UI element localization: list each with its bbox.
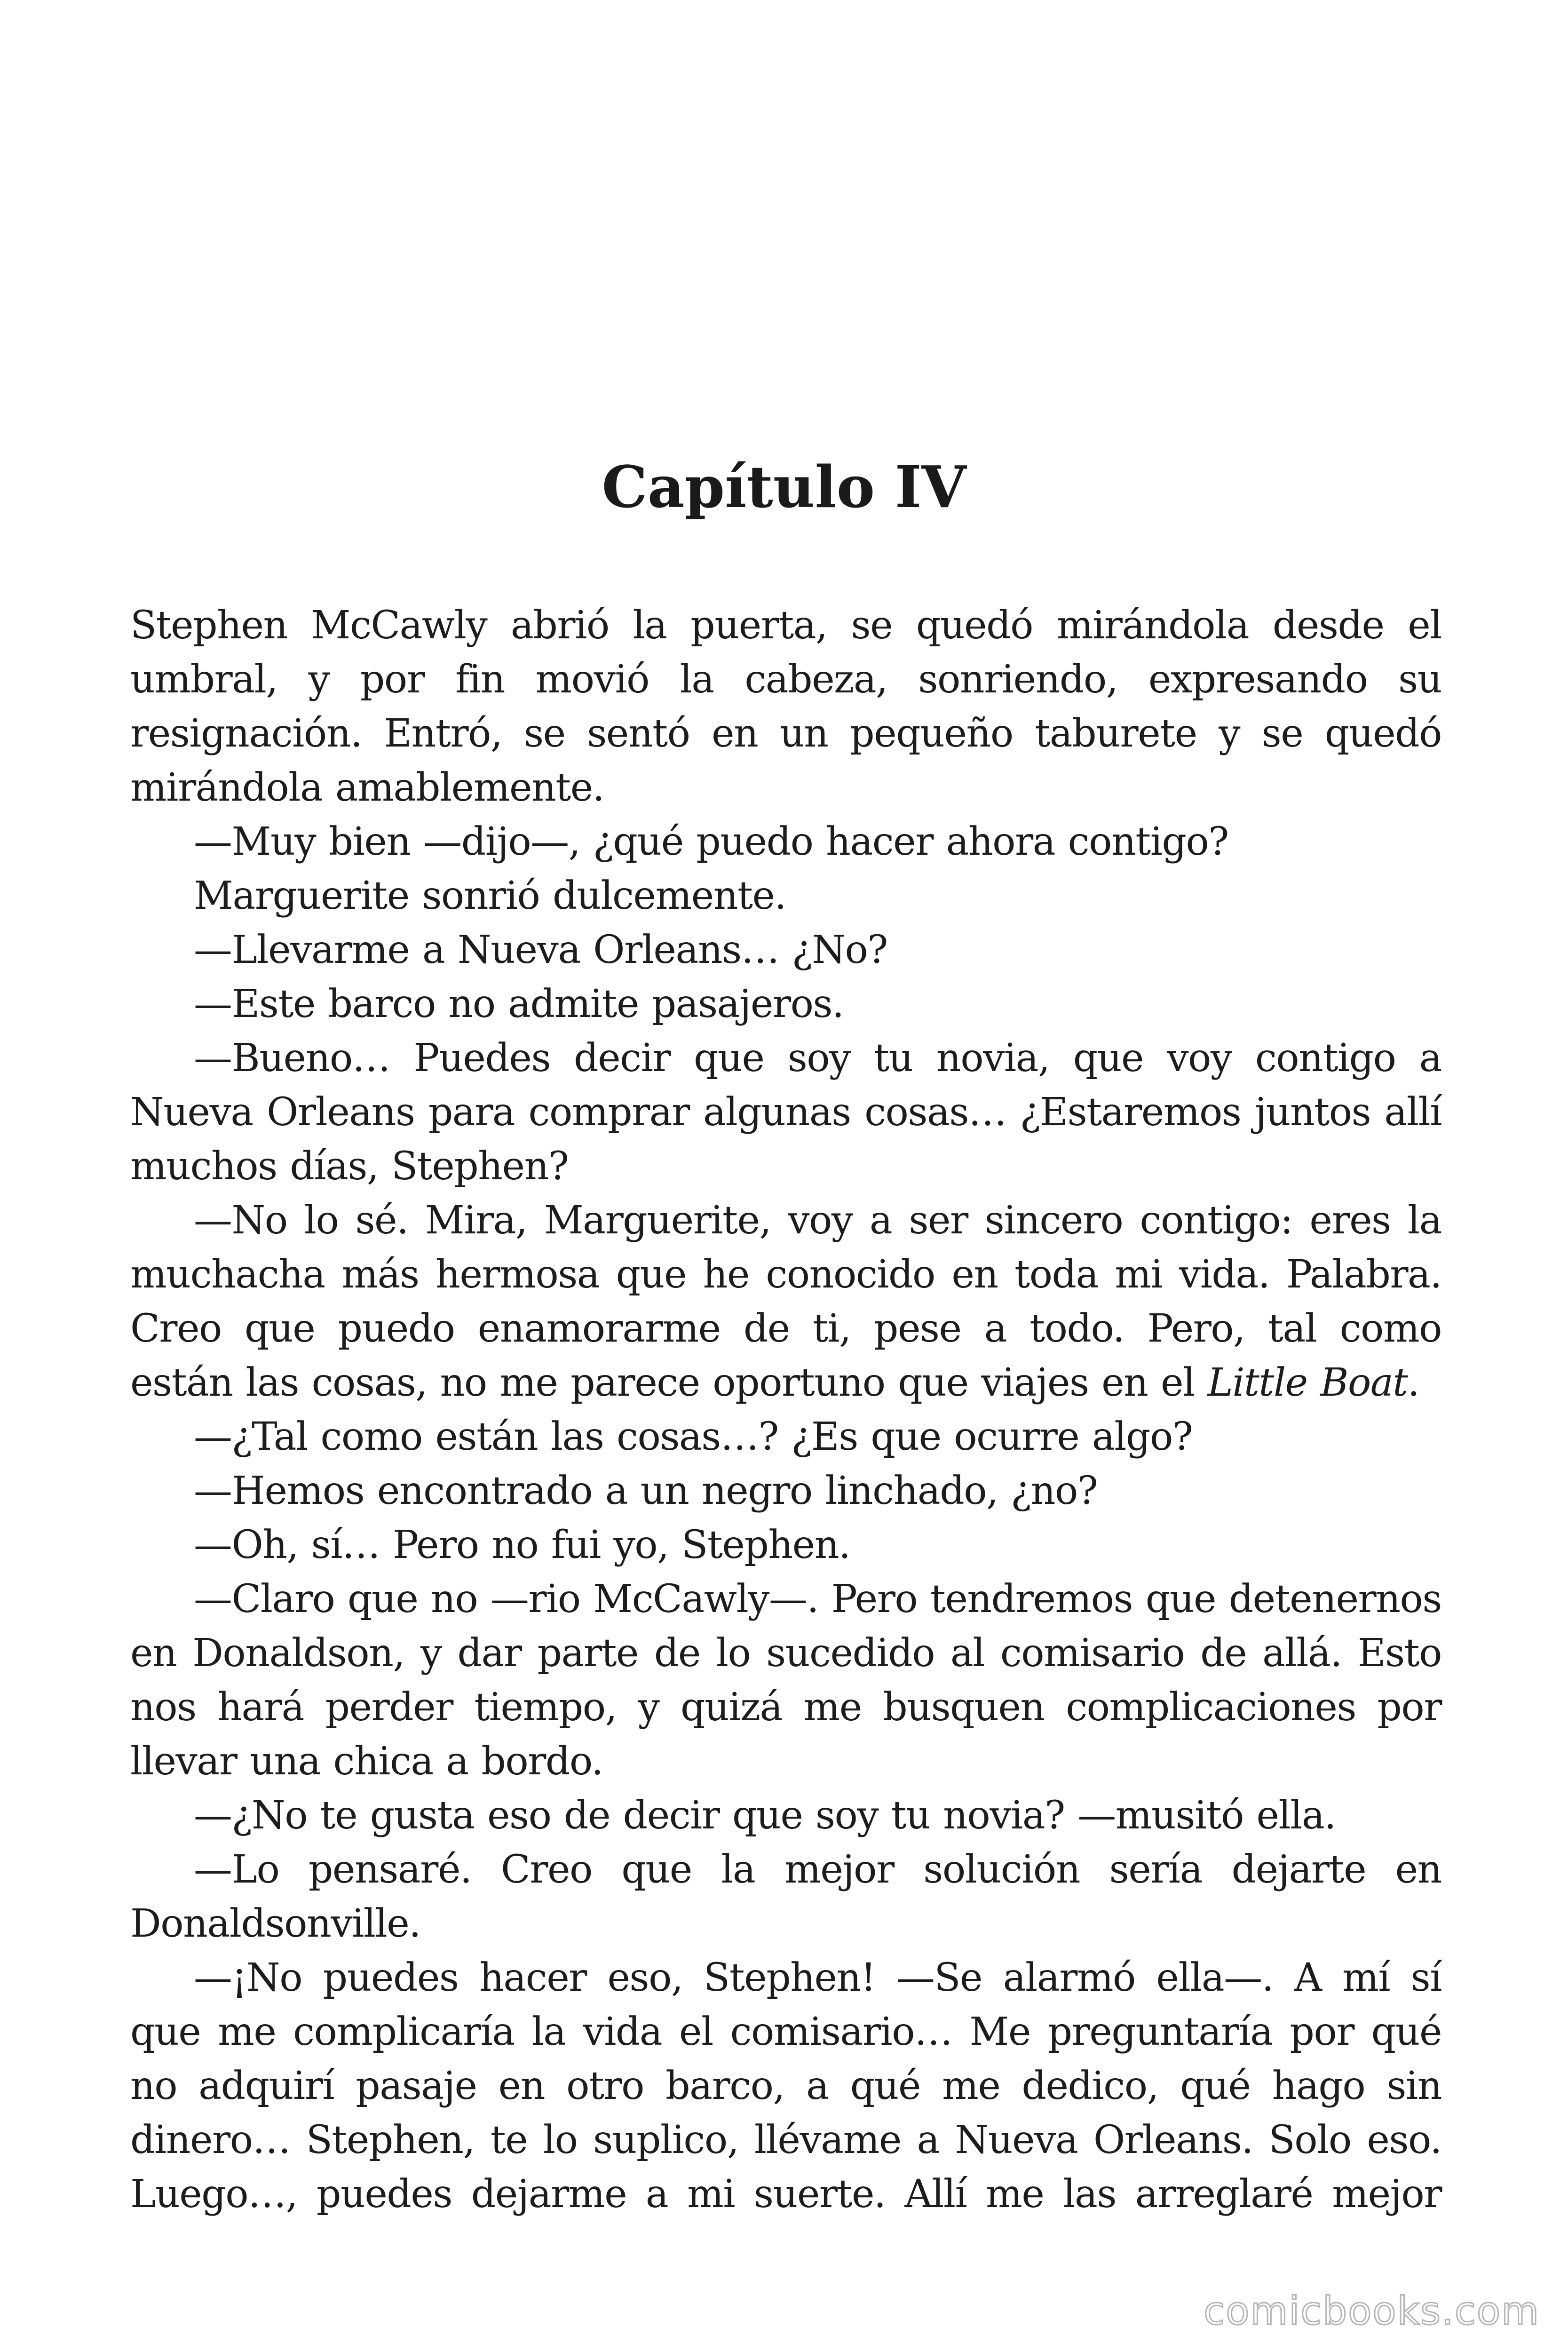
paragraph: —Lo pensaré. Creo que la mejor solución sería dejarte en Donaldsonville. <box>130 1847 1441 1946</box>
paragraph: —Llevarme a Nueva Orleans… ¿No? <box>194 928 887 972</box>
watermark: comicbooks.com <box>1204 2289 1540 2334</box>
paragraph <box>130 1193 1441 1410</box>
paragraph: —Muy bien —dijo—, ¿qué puedo hacer ahora contigo? <box>194 819 1228 864</box>
paragraph: —¿No te gusta eso de decir que soy tu novia? —musitó ella. <box>194 1793 1336 1838</box>
paragraph-text: . <box>1407 1360 1419 1405</box>
paragraph: —Hemos encontrado a un negro linchado, ¿no? <box>194 1469 1098 1513</box>
chapter-title: Capítulo IV <box>602 453 966 521</box>
paragraph: —Oh, sí… Pero no fui yo, Stephen. <box>194 1523 850 1567</box>
paragraph: Stephen McCawly abrió la puerta, se quedó mirándola desde el umbral, y por fin movió la cabeza, sonriendo, expresando su resignación. Entró, se sentó en un pequeño taburete y se quedó mirándola amablemente. <box>130 603 1441 810</box>
body-text <box>130 598 1441 2221</box>
paragraph: —¡No puedes hacer eso, Stephen! —Se alarmó ella—. A mí sí que me complicaría la vida el comisario… Me preguntaría por qué no adquirí pasaje en otro barco, a qué me dedico, qué hago sin dinero… Stephen, te lo suplico, llévame a Nueva Orleans. Solo eso. Luego…, puedes dejarme a mi suerte. Allí me las arreglaré mejor <box>130 1955 1441 2217</box>
paragraph: —Este barco no admite pasajeros. <box>194 982 844 1026</box>
paragraph: —Claro que no —rio McCawly—. Pero tendremos que detenernos en Donaldson, y dar parte de lo sucedido al comisario de allá. Esto nos hará perder tiempo, y quizá me busquen complicaciones por llevar una chica a bordo. <box>130 1577 1441 1784</box>
boat-name: Little Boat <box>1207 1360 1408 1405</box>
paragraph: Marguerite sonrió dulcemente. <box>194 874 786 918</box>
paragraph-text: —No lo sé. Mira, Marguerite, voy a ser sincero contigo: eres la muchacha más hermosa que he conocido en toda mi vida. Palabra. Creo que puedo enamorarme de ti, pese a todo. Pero, tal como están las cosas, no me parece oportuno que viajes en el <box>130 1198 1441 1405</box>
paragraph: —Bueno… Puedes decir que soy tu novia, que voy contigo a Nueva Orleans para comprar algunas cosas… ¿Estaremos juntos allí muchos días, Stephen? <box>130 1036 1441 1189</box>
paragraph: —¿Tal como están las cosas…? ¿Es que ocurre algo? <box>194 1414 1193 1459</box>
